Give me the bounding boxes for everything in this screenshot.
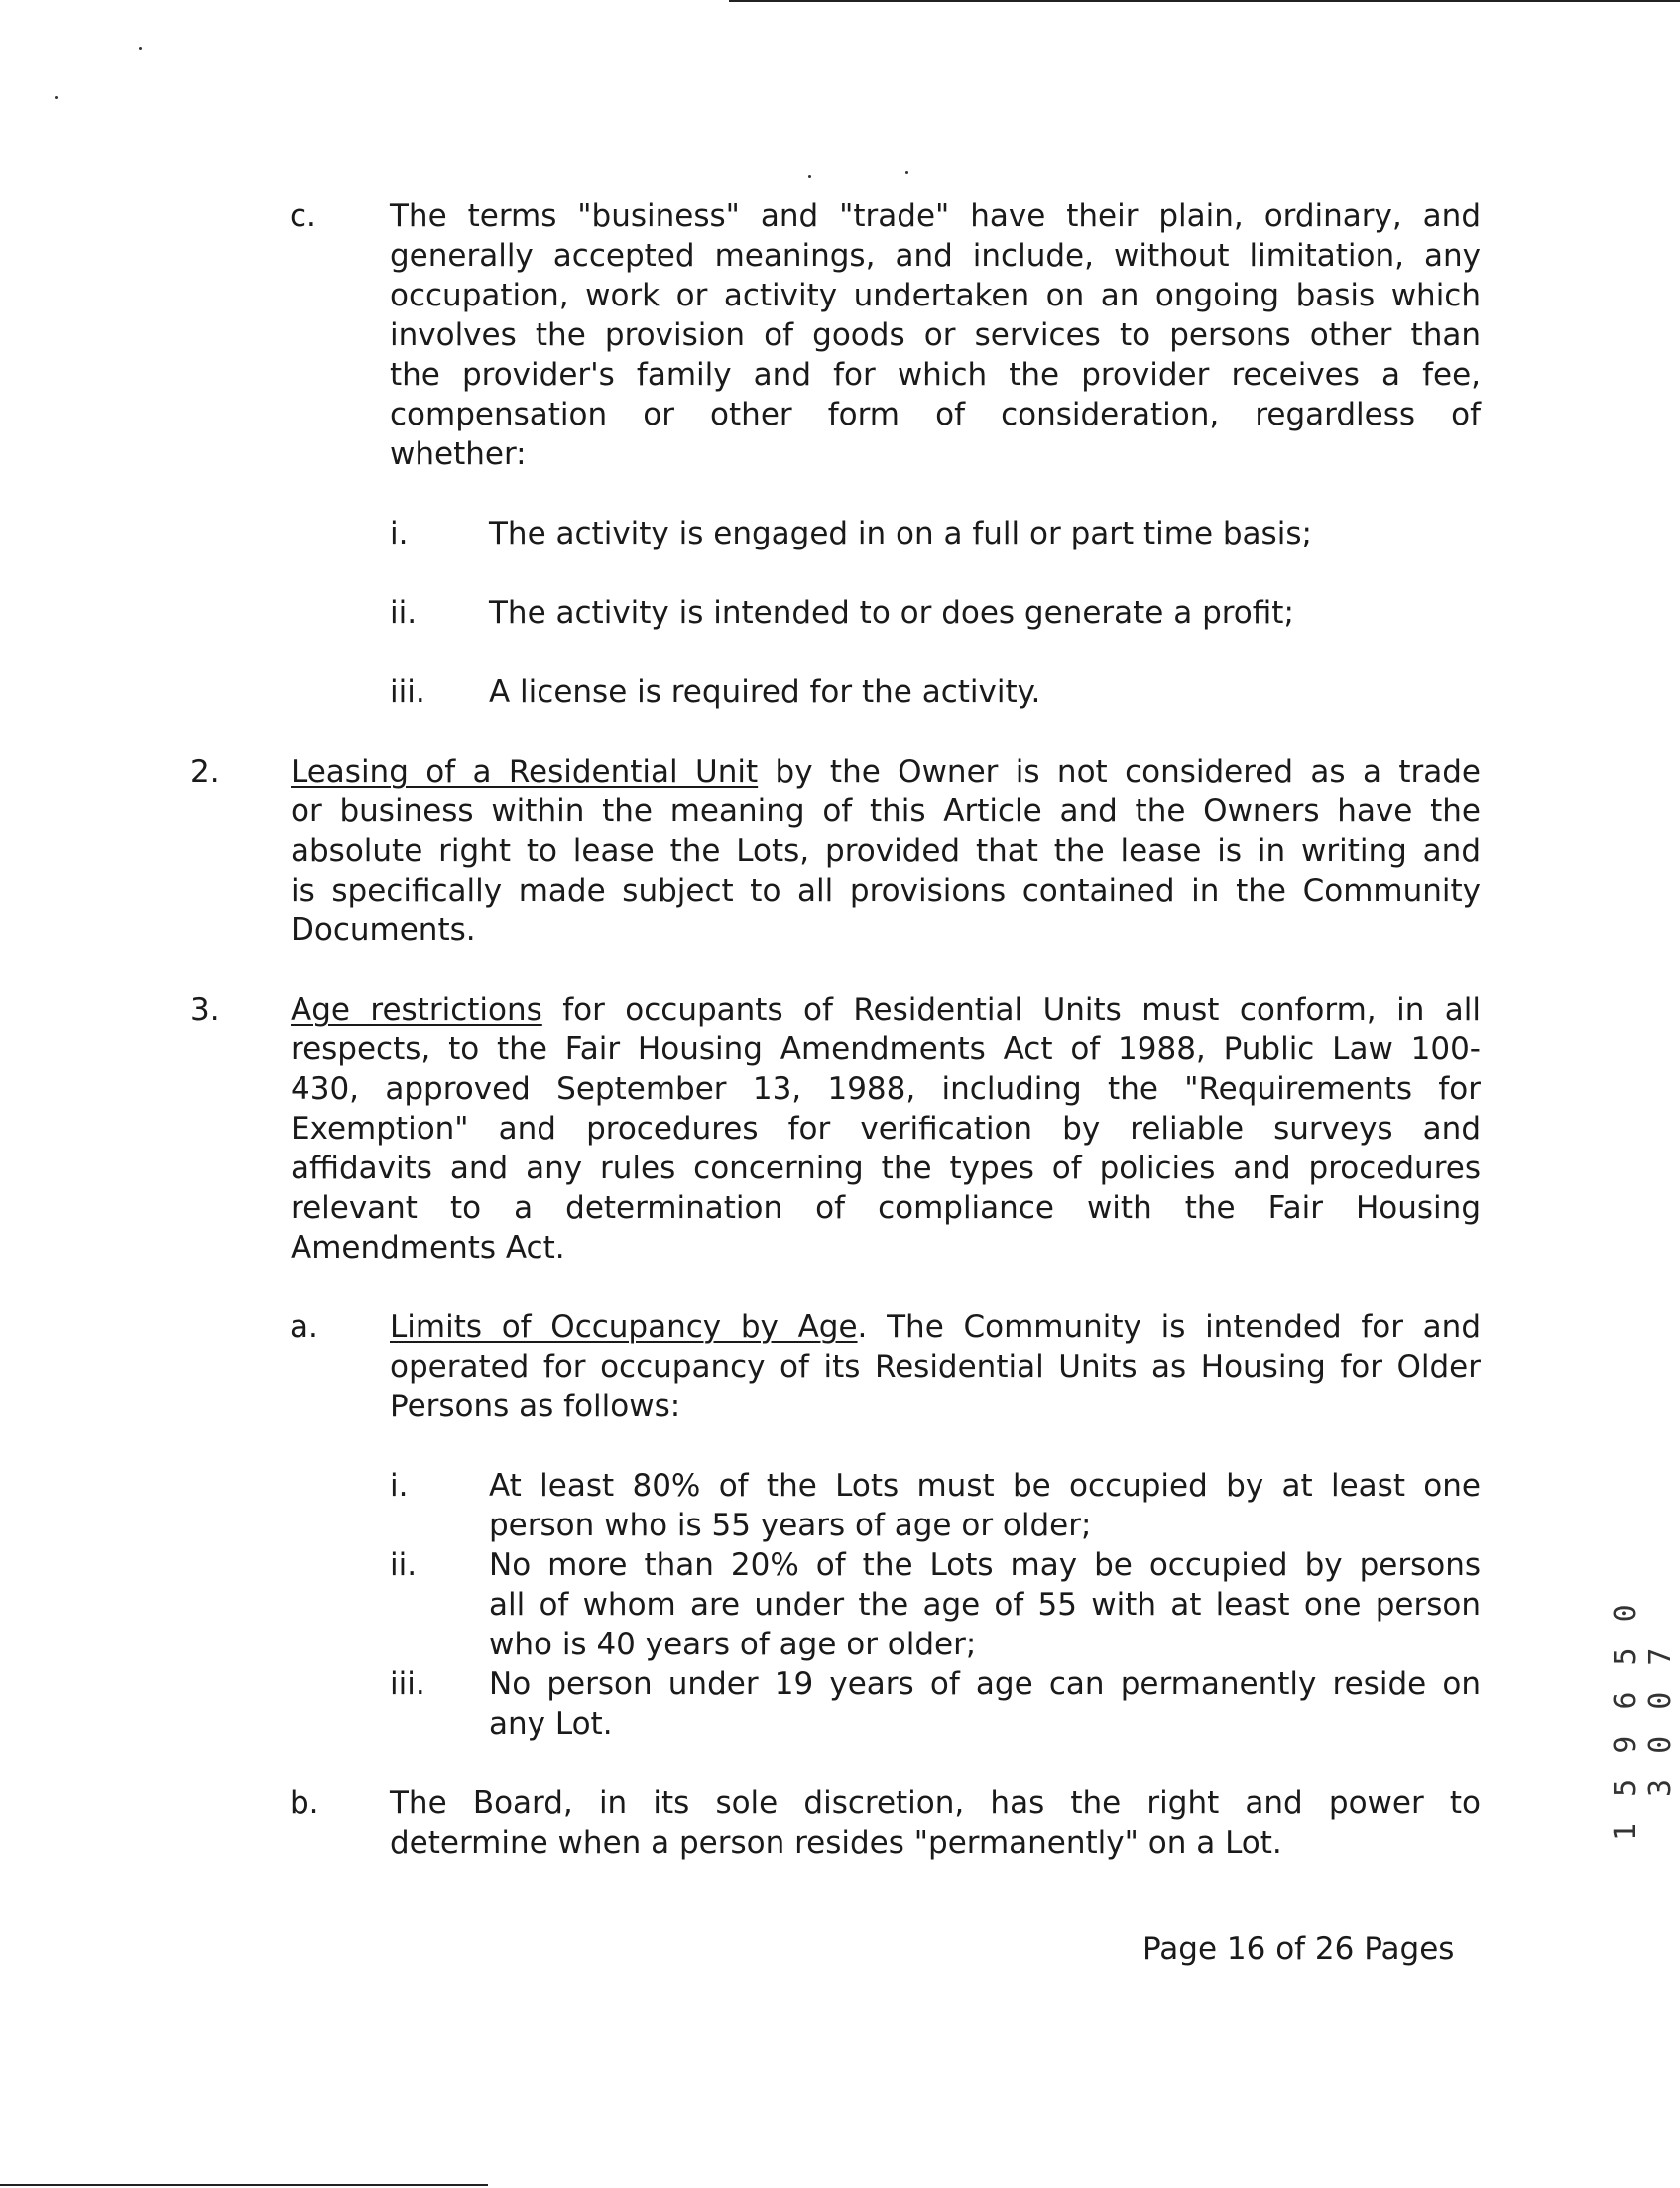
item-c-line: the provider's family and for which the provider receives a fee, — [390, 357, 1481, 393]
item-a-sub-marker: ii. — [390, 1547, 418, 1583]
scan-speck — [808, 175, 811, 178]
item-c-line: generally accepted meanings, and include, without limitation, any — [390, 238, 1481, 274]
item-a-line: Persons as follows: — [390, 1389, 681, 1424]
section-3-line: relevant to a determination of compliance with the Fair Housing — [291, 1190, 1481, 1226]
scan-speck — [139, 47, 142, 50]
item-a-sub-line: person who is 55 years of age or older; — [489, 1508, 1092, 1543]
item-c-marker: c. — [290, 198, 316, 234]
scan-speck — [55, 96, 58, 99]
section-3-line: respects, to the Fair Housing Amendments Act of 1988, Public Law 100- — [291, 1032, 1481, 1067]
section-2-heading: Leasing of a Residential Unit — [291, 754, 759, 790]
item-c-line: compensation or other form of consideration, regardless of — [390, 397, 1481, 432]
item-c-sub-marker: iii. — [390, 674, 425, 710]
item-c-sub-marker: i. — [390, 516, 409, 551]
section-2-marker: 2. — [190, 754, 220, 790]
section-3-line: Exemption" and procedures for verification by reliable surveys and — [291, 1111, 1481, 1147]
scan-speck — [905, 171, 908, 174]
item-a-first-line-rest: . The Community is intended for and — [857, 1309, 1481, 1345]
item-c-sub-text: The activity is intended to or does generate a profit; — [489, 595, 1294, 631]
section-3-first-line-rest: for occupants of Residential Units must conform, in all — [541, 992, 1481, 1028]
item-c-line: whether: — [390, 436, 527, 472]
section-3-line: Amendments Act. — [291, 1230, 565, 1266]
scan-border-bottom — [0, 2184, 488, 2186]
page-number: Page 16 of 26 Pages — [1142, 1931, 1455, 1967]
section-3-line: 430, approved September 13, 1988, including the "Requirements for — [291, 1071, 1481, 1107]
section-2-line: absolute right to lease the Lots, provided that the lease is in writing and — [291, 833, 1481, 869]
item-a-sub-line: who is 40 years of age or older; — [489, 1627, 977, 1662]
item-c-line: occupation, work or activity undertaken on an ongoing basis which — [390, 278, 1481, 313]
item-c-sub-text: A license is required for the activity. — [489, 674, 1041, 710]
item-a-first-line — [390, 1307, 1481, 1347]
section-2-first-line — [291, 752, 1481, 791]
item-a-line: operated for occupancy of its Residential Units as Housing for Older — [390, 1349, 1481, 1385]
recording-number-stamp: 1 5 9 6 5 0 3 0 0 7 — [1609, 1600, 1678, 1842]
section-2-line: is specifically made subject to all provisions contained in the Community — [291, 873, 1481, 909]
item-c-line: The terms "business" and "trade" have their plain, ordinary, and — [390, 198, 1481, 234]
section-2-first-line-rest: by the Owner is not considered as a trade — [758, 754, 1481, 790]
item-c-sub-text: The activity is engaged in on a full or part time basis; — [489, 516, 1312, 551]
section-3-heading: Age restrictions — [291, 992, 542, 1028]
item-c-sub-marker: ii. — [390, 595, 418, 631]
item-c-line: involves the provision of goods or services to persons other than — [390, 317, 1481, 353]
section-3-first-line — [291, 990, 1481, 1030]
section-3-marker: 3. — [190, 992, 220, 1028]
item-a-sub-line: No person under 19 years of age can permanently reside on — [489, 1666, 1481, 1702]
item-b-marker: b. — [290, 1785, 319, 1821]
item-b-line: The Board, in its sole discretion, has the right and power to — [390, 1785, 1481, 1821]
section-3-line: affidavits and any rules concerning the types of policies and procedures — [291, 1151, 1481, 1186]
item-a-marker: a. — [290, 1309, 318, 1345]
item-a-sub-marker: iii. — [390, 1666, 425, 1702]
item-a-sub-line: all of whom are under the age of 55 with at least one person — [489, 1587, 1481, 1623]
section-2-line: or business within the meaning of this Article and the Owners have the — [291, 793, 1481, 829]
item-b-line: determine when a person resides "permanently" on a Lot. — [390, 1825, 1282, 1861]
item-a-sub-line: At least 80% of the Lots must be occupied by at least one — [489, 1468, 1481, 1504]
section-2-line: Documents. — [291, 912, 476, 948]
item-a-sub-line: No more than 20% of the Lots may be occupied by persons — [489, 1547, 1481, 1583]
item-a-sub-marker: i. — [390, 1468, 409, 1504]
item-a-sub-line: any Lot. — [489, 1706, 613, 1742]
item-a-heading: Limits of Occupancy by Age — [390, 1309, 858, 1345]
scan-border-top — [729, 0, 1680, 2]
